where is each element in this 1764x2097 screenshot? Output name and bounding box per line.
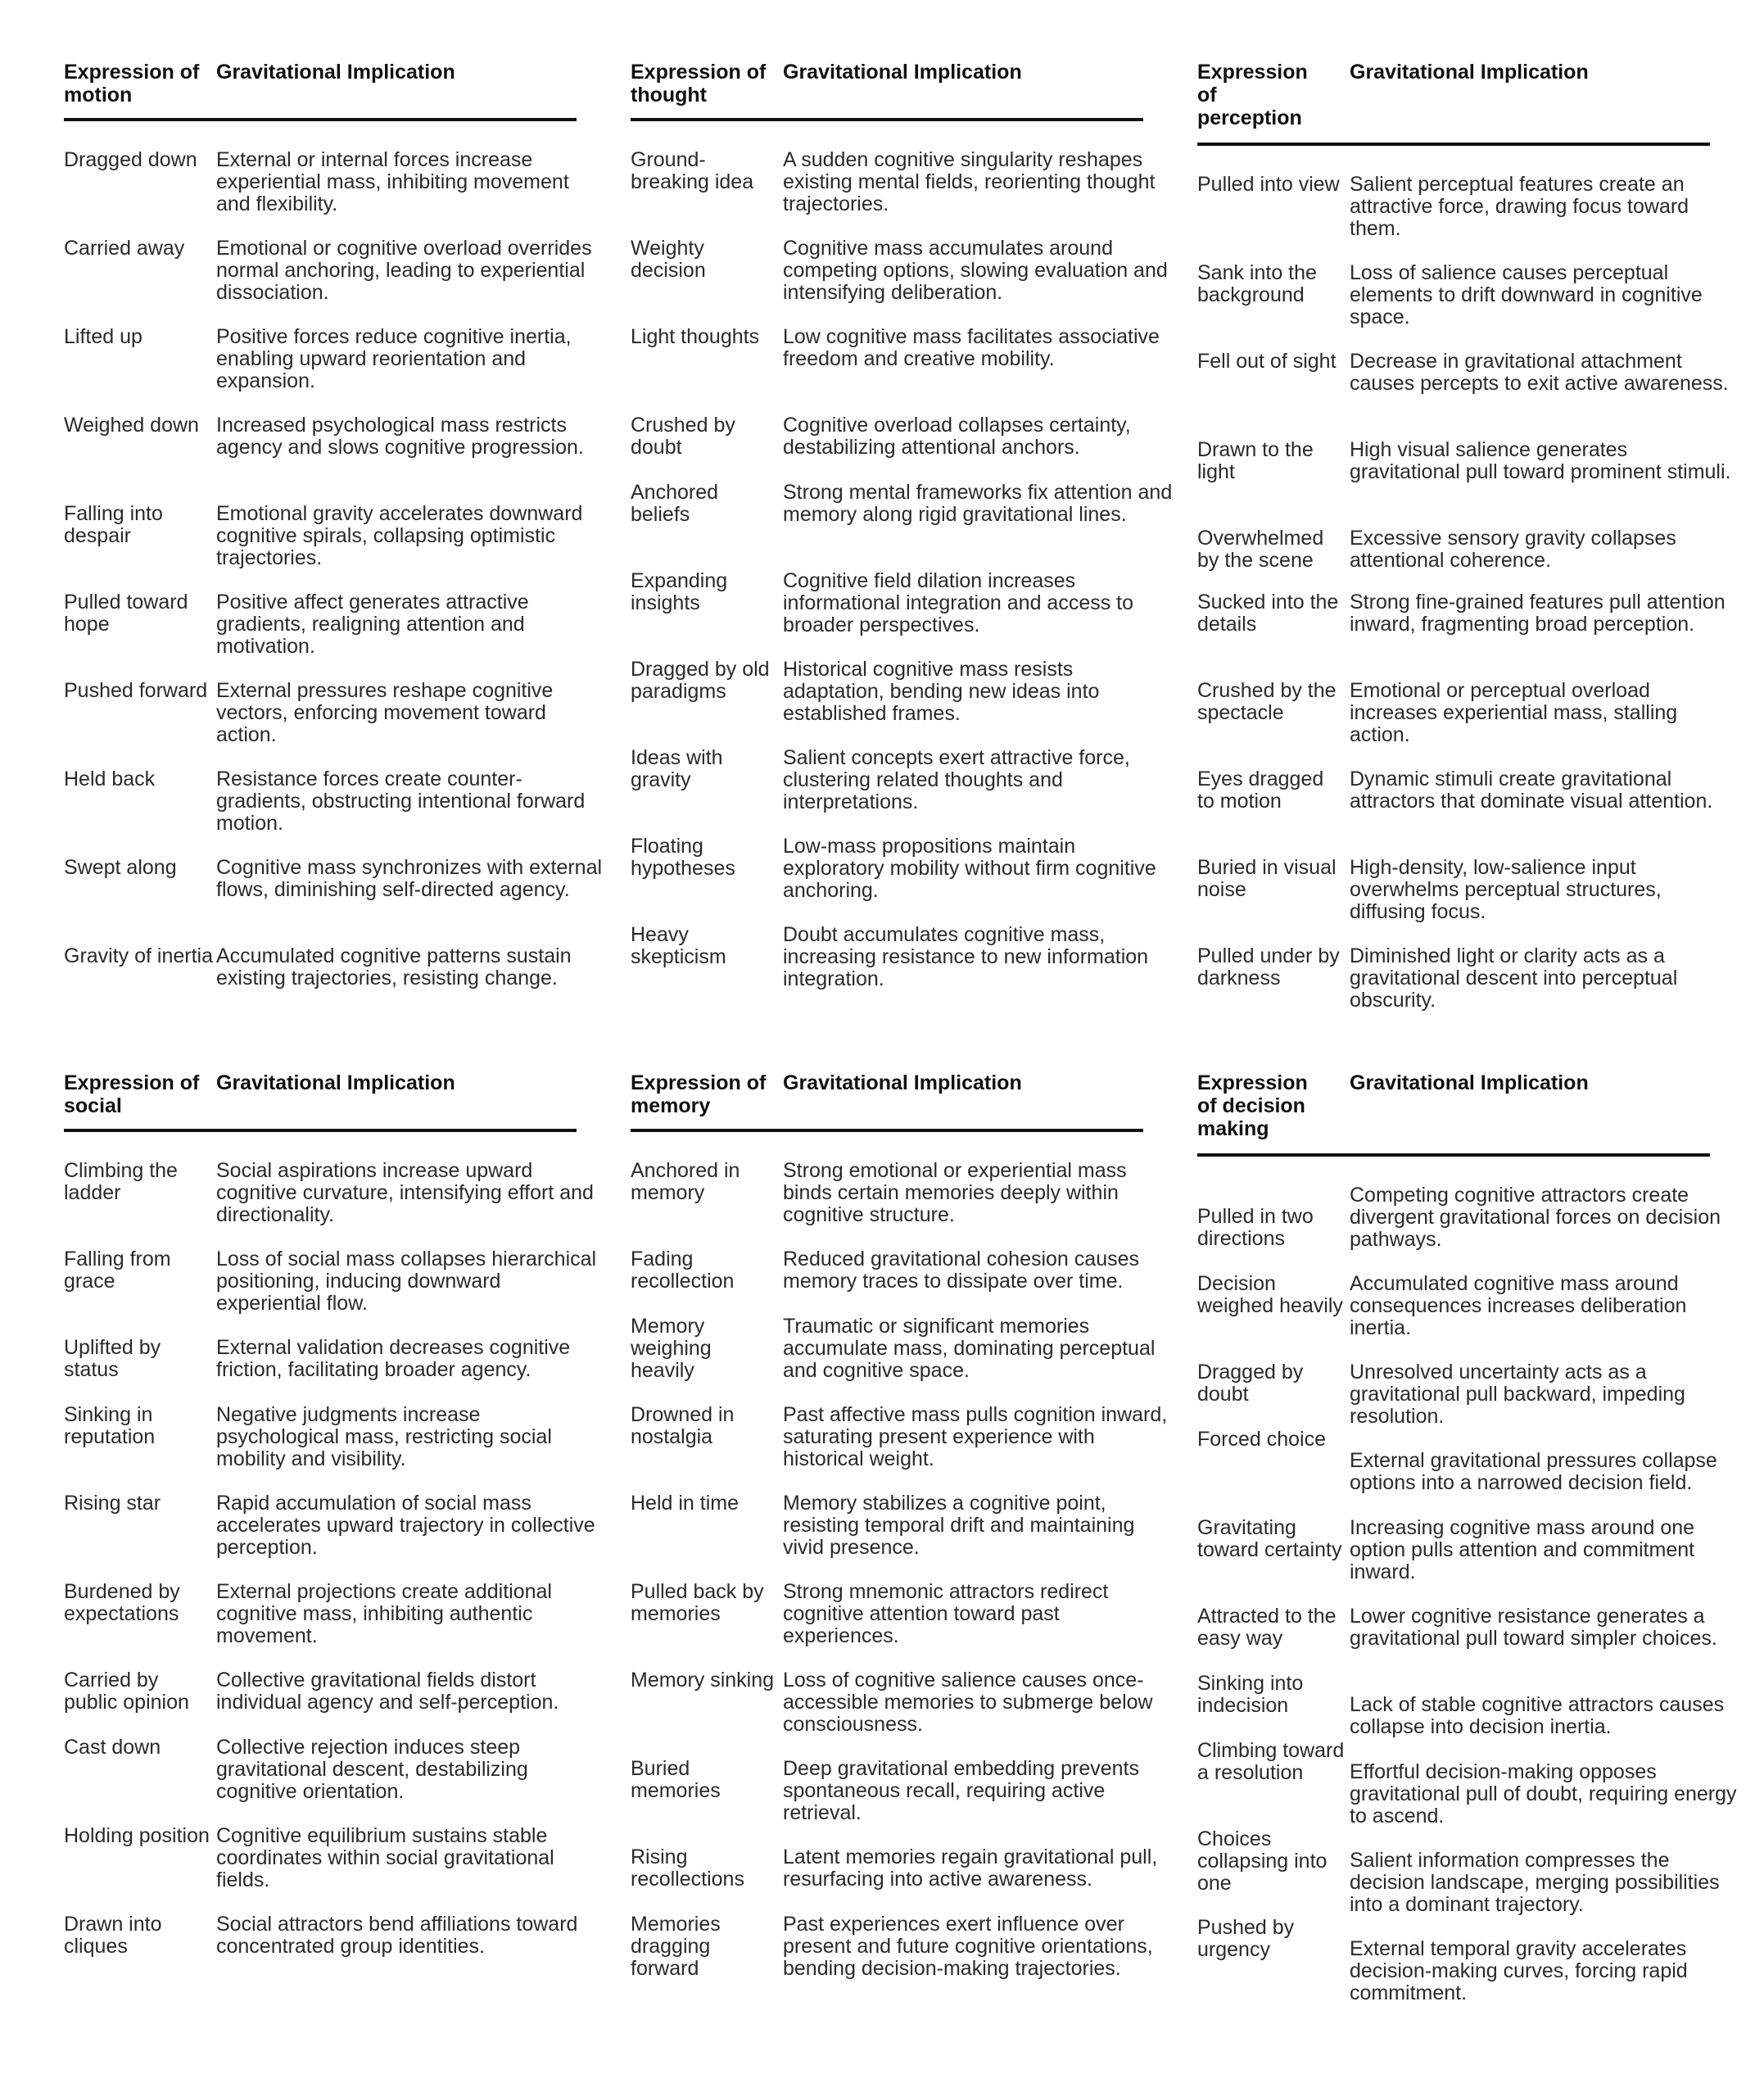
gravitational-implication: Strong mnemonic attractors redirect cognitive attention toward past experiences.	[783, 1580, 1109, 1647]
implication-column-header: Gravitational Implication	[1350, 1071, 1589, 1094]
gravitational-implication: Loss of social mass collapses hierarchical positioning, inducing downward experiential flow.	[216, 1248, 597, 1315]
expression-term: Eyes dragged to motion	[1197, 768, 1324, 813]
gravitational-implication: External projections create additional cognitive mass, inhibiting authentic movement.	[216, 1580, 552, 1647]
expression-term: Sank into the background	[1197, 261, 1317, 306]
expression-column-header: Expression of decision making	[1197, 1071, 1308, 1140]
expression-term: Climbing the ladder	[64, 1159, 178, 1204]
gravitational-implication: Strong mental frameworks fix attention and memory along rigid gravitational lines.	[783, 481, 1173, 526]
expression-term: Lifted up	[64, 325, 142, 348]
gravitational-implication: Accumulated cognitive patterns sustain existing trajectories, resisting change.	[216, 944, 572, 990]
gravitational-implication: External or internal forces increase experiential mass, inhibiting movement and flexibility.	[216, 148, 569, 215]
expression-term: Sinking into indecision	[1197, 1672, 1304, 1717]
expression-term: Sinking in reputation	[64, 1403, 156, 1448]
gravitational-implication: High-density, low-salience input overwhelms perceptual structures, diffusing focus.	[1350, 856, 1662, 923]
gravitational-implication: Decrease in gravitational attachment causes percepts to exit active awareness.	[1350, 350, 1729, 395]
expression-term: Carried away	[64, 237, 185, 260]
gravitational-implication: Increased psychological mass restricts agency and slows cognitive progression.	[216, 414, 584, 459]
expression-column-header: Expression of perception	[1197, 61, 1308, 129]
expression-term: Gravity of inertia	[64, 944, 214, 967]
gravitational-implication: Negative judgments increase psychological mass, restricting social mobility and visibility.	[216, 1403, 552, 1470]
gravitational-implication: Latent memories regain gravitational pull, resurfacing into active awareness.	[783, 1846, 1158, 1891]
expression-term: Buried in visual noise	[1197, 856, 1337, 901]
header-rule	[1197, 1153, 1710, 1157]
header-rule	[631, 118, 1143, 121]
gravitational-implication: Lower cognitive resistance generates a gravitational pull toward simpler choices.	[1350, 1605, 1717, 1650]
expression-term: Crushed by doubt	[631, 414, 735, 459]
decision-making-table	[1197, 1071, 1754, 2054]
expression-term: Weighty decision	[631, 237, 706, 282]
gravitational-implication: Positive forces reduce cognitive inertia, enabling upward reorientation and expansion.	[216, 325, 572, 392]
expression-term: Falling into despair	[64, 502, 163, 547]
gravitational-implication: Past affective mass pulls cognition inward, saturating present experience with historical weight.	[783, 1403, 1168, 1470]
gravitational-implication: Unresolved uncertainty acts as a gravitational pull backward, impeding resolution.	[1350, 1361, 1685, 1428]
gravitational-implication: Historical cognitive mass resists adaptation, bending new ideas into established frames.	[783, 658, 1100, 725]
gravitational-implication: Salient information compresses the decision landscape, merging possibilities into a dominant trajectory.	[1350, 1849, 1720, 1916]
expression-term: Carried by public opinion	[64, 1669, 189, 1714]
expression-term: Expanding insights	[631, 569, 728, 614]
gravitational-implication: Accumulated cognitive mass around consequences increases deliberation inertia.	[1350, 1272, 1687, 1339]
expression-term: Drawn to the light	[1197, 438, 1314, 483]
thought-table	[631, 61, 1187, 1027]
expression-term: Dragged by doubt	[1197, 1361, 1304, 1406]
expression-column-header: Expression of thought	[631, 61, 767, 106]
gravitational-implication: Low cognitive mass facilitates associative freedom and creative mobility.	[783, 325, 1160, 370]
gravitational-implication: Emotional or cognitive overload overrides normal anchoring, leading to experiential dissociation.	[216, 237, 592, 304]
expression-column-header: Expression of social	[64, 1071, 200, 1117]
gravitational-implication: Memory stabilizes a cognitive point, resisting temporal drift and maintaining vivid presence.	[783, 1492, 1135, 1559]
gravitational-implication: Cognitive overload collapses certainty, destabilizing attentional anchors.	[783, 414, 1131, 459]
gravitational-implication: Positive affect generates attractive gradients, realigning attention and motivation.	[216, 591, 529, 658]
gravitational-implication: External validation decreases cognitive friction, facilitating broader agency.	[216, 1336, 571, 1381]
expression-term: Drowned in nostalgia	[631, 1403, 735, 1448]
expression-term: Choices collapsing into one	[1197, 1828, 1328, 1895]
expression-term: Burdened by expectations	[64, 1580, 180, 1625]
expression-term: Ideas with gravity	[631, 746, 723, 791]
implication-column-header: Gravitational Implication	[1350, 61, 1589, 84]
implication-column-header: Gravitational Implication	[216, 61, 455, 84]
gravitational-implication: Rapid accumulation of social mass accelerates upward trajectory in collective perception.	[216, 1492, 595, 1559]
expression-term: Cast down	[64, 1736, 161, 1759]
gravitational-implication: External pressures reshape cognitive vectors, enforcing movement toward action.	[216, 679, 554, 746]
gravitational-implication: Competing cognitive attractors create divergent gravitational forces on decision pathways.	[1350, 1184, 1721, 1251]
gravitational-implication: Increasing cognitive mass around one option pulls attention and commitment inward.	[1350, 1516, 1695, 1583]
expression-term: Pushed forward	[64, 679, 208, 702]
gravitational-implication: Collective gravitational fields distort individual agency and self-perception.	[216, 1669, 559, 1714]
expression-column-header: Expression of motion	[64, 61, 200, 106]
expression-term: Pulled into view	[1197, 173, 1340, 196]
gravitational-implication: Strong fine-grained features pull attention inward, fragmenting broad perception.	[1350, 591, 1726, 636]
header-rule	[64, 118, 577, 121]
expression-term: Pushed by urgency	[1197, 1916, 1295, 1961]
gravitational-implication: Cognitive equilibrium sustains stable coordinates within social gravitational fields.	[216, 1824, 554, 1891]
expression-term: Weighed down	[64, 414, 199, 437]
header-rule	[64, 1129, 577, 1132]
expression-term: Falling from grace	[64, 1248, 171, 1293]
expression-term: Uplifted by status	[64, 1336, 161, 1381]
gravitational-implication: Cognitive mass accumulates around competing options, slowing evaluation and intensifying deliberation.	[783, 237, 1168, 304]
expression-term: Rising star	[64, 1492, 161, 1515]
social-table	[64, 1071, 621, 2054]
gravitational-implication: External temporal gravity accelerates decision-making curves, forcing rapid commitment.	[1350, 1937, 1688, 2004]
expression-term: Anchored beliefs	[631, 481, 719, 526]
memory-table	[631, 1071, 1187, 2054]
header-rule	[631, 1129, 1143, 1132]
gravitational-implication: Social aspirations increase upward cognitive curvature, intensifying effort and directionality.	[216, 1159, 594, 1226]
gravitational-implication: Resistance forces create counter-gradients, obstructing intentional forward motion.	[216, 768, 586, 835]
gravitational-implication: Effortful decision-making opposes gravitational pull of doubt, requiring energy to ascend.	[1350, 1760, 1737, 1828]
expression-term: Rising recollections	[631, 1846, 744, 1891]
expression-term: Light thoughts	[631, 325, 760, 348]
expression-term: Ground-breaking idea	[631, 148, 754, 193]
perception-table	[1197, 61, 1754, 1044]
implication-column-header: Gravitational Implication	[216, 1071, 455, 1094]
header-rule	[1197, 143, 1710, 146]
expression-term: Buried memories	[631, 1757, 721, 1802]
expression-term: Crushed by the spectacle	[1197, 679, 1337, 724]
expression-term: Heavy skepticism	[631, 923, 726, 968]
expression-term: Pulled toward hope	[64, 591, 188, 636]
gravitational-implication: Lack of stable cognitive attractors causes collapse into decision inertia.	[1350, 1693, 1725, 1738]
expression-term: Gravitating toward certainty	[1197, 1516, 1342, 1561]
expression-term: Memory weighing heavily	[631, 1315, 712, 1382]
gravitational-implication: Cognitive field dilation increases informational integration and access to broader perspectives.	[783, 569, 1134, 636]
expression-term: Memories dragging forward	[631, 1913, 721, 1980]
expression-term: Holding position	[64, 1824, 210, 1847]
motion-table	[64, 61, 621, 1027]
gravitational-implication: Social attractors bend affiliations toward concentrated group identities.	[216, 1913, 578, 1958]
expression-term: Dragged by old paradigms	[631, 658, 770, 703]
expression-term: Sucked into the details	[1197, 591, 1339, 636]
gravitational-implication: Deep gravitational embedding prevents spontaneous recall, requiring active retrieval.	[783, 1757, 1139, 1824]
expression-term: Pulled in two directions	[1197, 1205, 1314, 1250]
expression-term: Pulled back by memories	[631, 1580, 764, 1625]
gravitational-implication: Low-mass propositions maintain exploratory mobility without firm cognitive anchoring.	[783, 835, 1156, 902]
expression-term: Climbing toward a resolution	[1197, 1739, 1345, 1784]
gravitational-implication: Loss of cognitive salience causes once-accessible memories to submerge below consciousness.	[783, 1669, 1153, 1736]
expression-term: Fell out of sight	[1197, 350, 1337, 373]
gravitational-implication: Salient concepts exert attractive force, clustering related thoughts and interpretations.	[783, 746, 1130, 813]
gravitational-implication: A sudden cognitive singularity reshapes existing mental fields, reorienting thought trajectories.	[783, 148, 1156, 215]
gravitational-implication: Excessive sensory gravity collapses attentional coherence.	[1350, 527, 1676, 572]
gravitational-implication: Reduced gravitational cohesion causes memory traces to dissipate over time.	[783, 1248, 1139, 1293]
gravitational-implication: Strong emotional or experiential mass binds certain memories deeply within cognitive structure.	[783, 1159, 1127, 1226]
gravitational-implication: Cognitive mass synchronizes with external flows, diminishing self-directed agency.	[216, 856, 603, 901]
expression-term: Swept along	[64, 856, 177, 879]
gravitational-implication: Collective rejection induces steep gravitational descent, destabilizing cognitive orientation.	[216, 1736, 528, 1803]
gravitational-implication: Past experiences exert influence over present and future cognitive orientations, bending decision-making trajectories.	[783, 1913, 1153, 1980]
expression-term: Pulled under by darkness	[1197, 944, 1340, 990]
expression-term: Dragged down	[64, 148, 197, 171]
gravitational-implication: Doubt accumulates cognitive mass, increasing resistance to new information integration.	[783, 923, 1149, 990]
expression-term: Attracted to the easy way	[1197, 1605, 1337, 1650]
gravitational-implication: Traumatic or significant memories accumulate mass, dominating perceptual and cognitive space.	[783, 1315, 1156, 1382]
expression-term: Drawn into cliques	[64, 1913, 162, 1958]
expression-term: Held in time	[631, 1492, 739, 1515]
expression-term: Overwhelmed by the scene	[1197, 527, 1324, 572]
expression-term: Forced choice	[1197, 1428, 1327, 1451]
gravitational-implication: High visual salience generates gravitational pull toward prominent stimuli.	[1350, 438, 1731, 483]
gravitational-implication: Emotional or perceptual overload increases experiential mass, stalling action.	[1350, 679, 1678, 746]
gravitational-implication: Dynamic stimuli create gravitational attractors that dominate visual attention.	[1350, 768, 1713, 813]
expression-term: Anchored in memory	[631, 1159, 740, 1204]
gravitational-implication: External gravitational pressures collapse options into a narrowed decision field.	[1350, 1449, 1717, 1494]
gravitational-implication: Diminished light or clarity acts as a gravitational descent into perceptual obscurity.	[1350, 944, 1678, 1012]
expression-column-header: Expression of memory	[631, 1071, 767, 1117]
gravitational-implication: Loss of salience causes perceptual elements to drift downward in cognitive space.	[1350, 261, 1703, 328]
implication-column-header: Gravitational Implication	[783, 1071, 1022, 1094]
expression-term: Fading recollection	[631, 1248, 735, 1293]
gravitational-implication: Emotional gravity accelerates downward cognitive spirals, collapsing optimistic trajectories.	[216, 502, 583, 569]
gravitational-implication: Salient perceptual features create an attractive force, drawing focus toward them.	[1350, 173, 1689, 240]
implication-column-header: Gravitational Implication	[783, 61, 1022, 84]
expression-term: Memory sinking	[631, 1669, 775, 1692]
expression-term: Held back	[64, 768, 156, 790]
expression-term: Floating hypotheses	[631, 835, 735, 880]
expression-term: Decision weighed heavily	[1197, 1272, 1343, 1317]
